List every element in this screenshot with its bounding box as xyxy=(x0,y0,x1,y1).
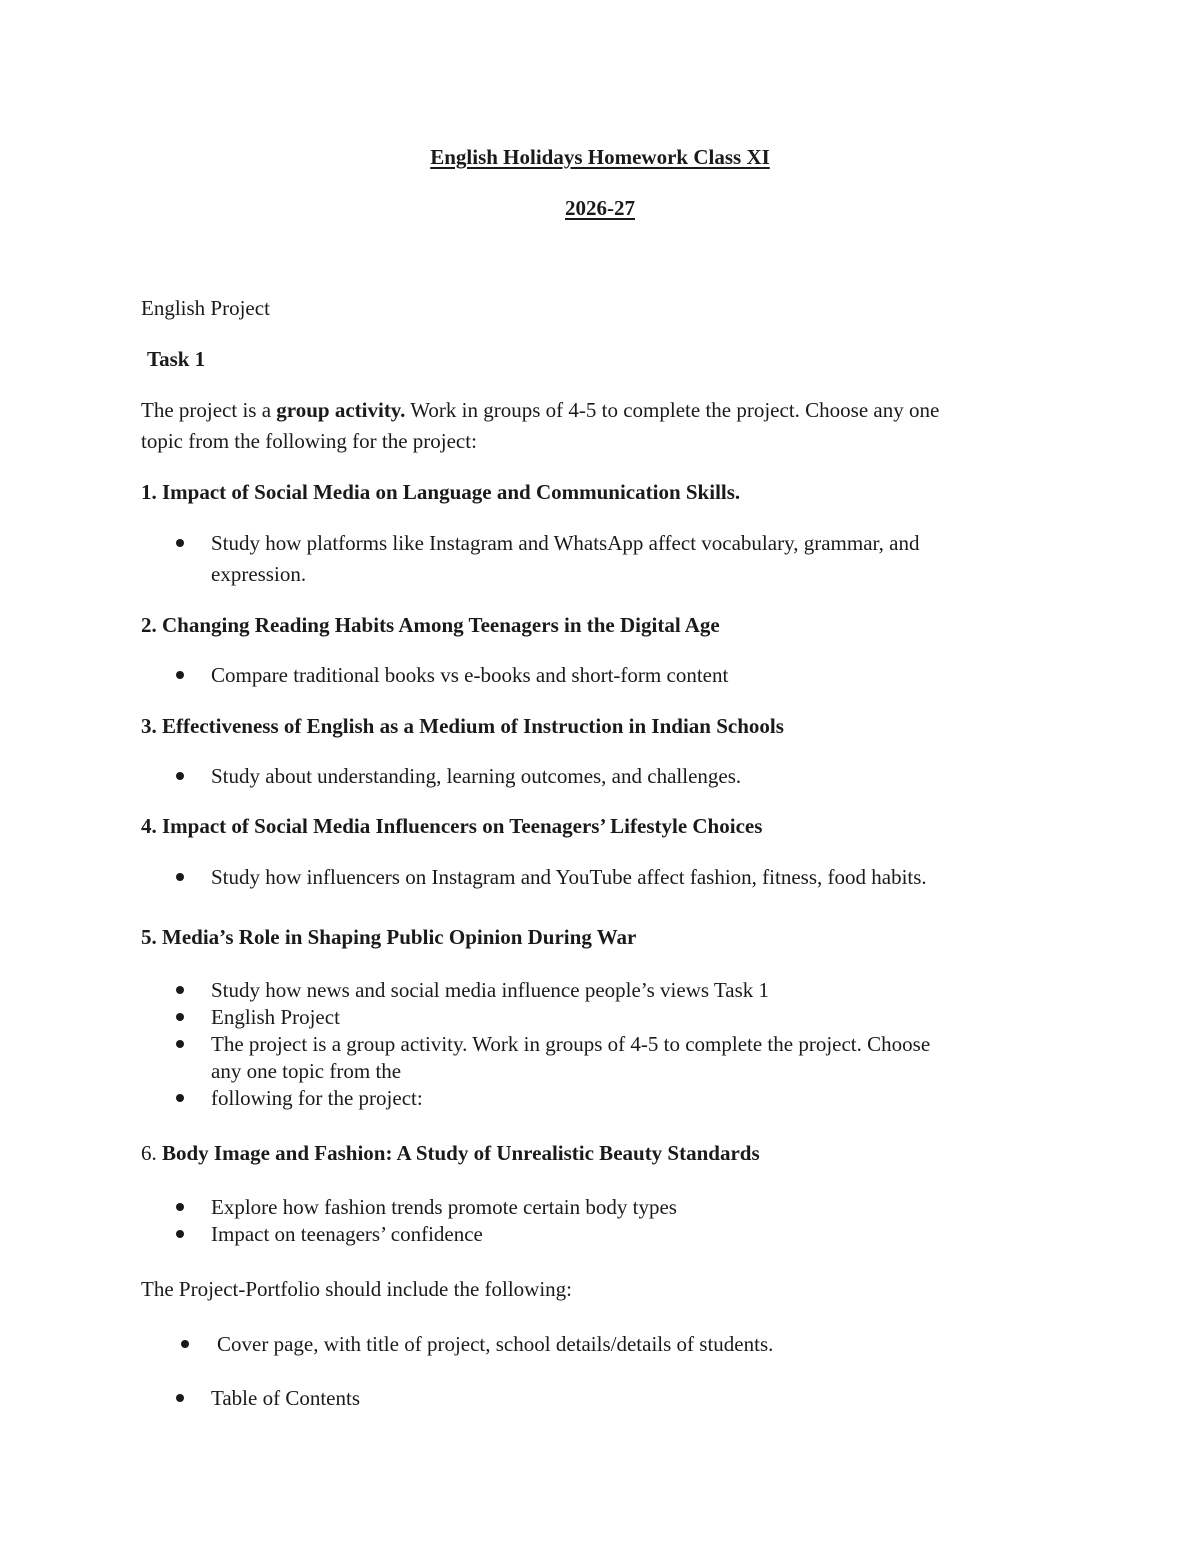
bullet-icon xyxy=(176,986,184,994)
topic-1-bullet-1: Study how platforms like Instagram and WhatsApp affect vocabulary, grammar, and xyxy=(211,531,920,555)
portfolio-intro: The Project-Portfolio should include the following: xyxy=(141,1277,573,1301)
topic-1-bullet-1-cont: expression. xyxy=(211,562,307,586)
bullet-icon xyxy=(176,1394,184,1402)
bullet-icon xyxy=(176,1230,184,1238)
bullet-icon xyxy=(176,1013,184,1021)
topic-6-bullet-2: Impact on teenagers’ confidence xyxy=(211,1222,483,1246)
intro-text-b: Work in groups of 4-5 to complete the project. Choose any one xyxy=(405,398,940,422)
bullet-icon xyxy=(176,1094,184,1102)
topic-3-heading: 3. Effectiveness of English as a Medium of Instruction in Indian Schools xyxy=(141,714,784,738)
topic-6-bullet-1: Explore how fashion trends promote certain body types xyxy=(211,1195,677,1219)
topic-5-bullet-2: English Project xyxy=(211,1005,340,1029)
topic-5-bullet-1: Study how news and social media influence people’s views Task 1 xyxy=(211,978,770,1002)
topic-5-bullet-3: The project is a group activity. Work in groups of 4-5 to complete the project. Choose xyxy=(211,1032,931,1056)
bullet-icon xyxy=(176,1040,184,1048)
document-title: English Holidays Homework Class XI xyxy=(430,145,770,169)
intro-text-a: The project is a xyxy=(141,398,277,422)
intro-line-1 xyxy=(141,397,939,424)
topic-5-bullet-3-cont: any one topic from the xyxy=(211,1059,402,1083)
topic-1-heading: 1. Impact of Social Media on Language and Communication Skills. xyxy=(141,480,741,504)
bullet-icon xyxy=(176,671,184,679)
portfolio-item-2: Table of Contents xyxy=(211,1386,360,1410)
task-label: Task 1 xyxy=(147,347,206,371)
document-year: 2026-27 xyxy=(565,196,635,220)
topic-6-heading: Body Image and Fashion: A Study of Unrealistic Beauty Standards xyxy=(162,1141,760,1165)
bullet-icon xyxy=(176,539,184,547)
topic-5-heading: 5. Media’s Role in Shaping Public Opinion During War xyxy=(141,925,637,949)
intro-bold: group activity. xyxy=(276,398,406,422)
bullet-icon xyxy=(181,1340,189,1348)
topic-5-bullet-4: following for the project: xyxy=(211,1086,423,1110)
topic-2-heading: 2. Changing Reading Habits Among Teenagers in the Digital Age xyxy=(141,613,720,637)
bullet-icon xyxy=(176,1203,184,1211)
bullet-icon xyxy=(176,873,184,881)
topic-2-bullet-1: Compare traditional books vs e-books and short-form content xyxy=(211,663,729,687)
intro-line-2: topic from the following for the project: xyxy=(141,429,477,453)
topic-6-heading-line xyxy=(141,1140,760,1167)
topic-3-bullet-1: Study about understanding, learning outcomes, and challenges. xyxy=(211,764,742,788)
bullet-icon xyxy=(176,772,184,780)
topic-6-number: 6. xyxy=(141,1141,162,1165)
topic-4-bullet-1: Study how influencers on Instagram and YouTube affect fashion, fitness, food habits. xyxy=(211,865,927,889)
topic-4-heading: 4. Impact of Social Media Influencers on Teenagers’ Lifestyle Choices xyxy=(141,814,763,838)
portfolio-item-1: Cover page, with title of project, school details/details of students. xyxy=(217,1332,774,1356)
project-label: English Project xyxy=(141,296,270,320)
